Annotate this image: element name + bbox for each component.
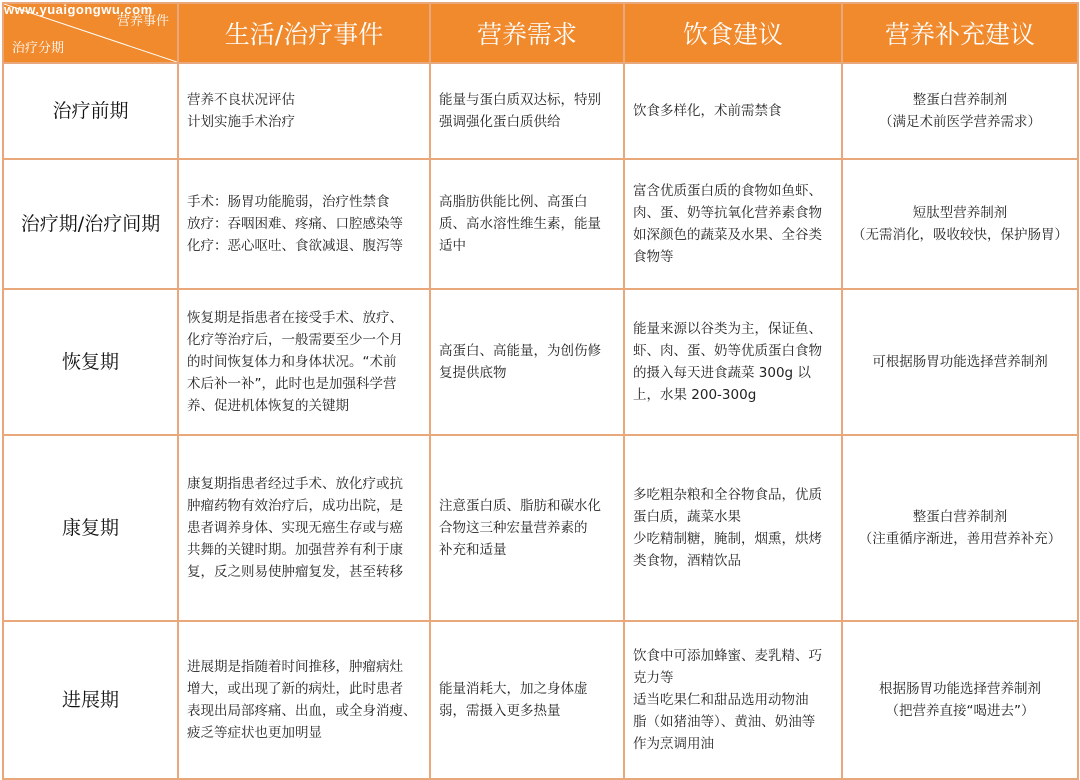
text-line: 放疗：吞咽困难、疼痛、口腔感染等 xyxy=(187,216,403,232)
text-line: 虾、肉、蛋、奶等优质蛋白食物 xyxy=(633,343,822,359)
text-line: 根据肠胃功能选择营养制剂 xyxy=(879,681,1041,697)
diet-cell xyxy=(624,435,842,621)
text-line: 能量与蛋白质双达标，特别 xyxy=(439,92,601,108)
corner-label-event: 营养事件 xyxy=(116,14,169,29)
stage-cell: 康复期 xyxy=(3,435,178,621)
text-line: 蛋白质，蔬菜水果 xyxy=(633,509,741,525)
text-line: 弱，需摄入更多热量 xyxy=(439,703,561,719)
text-line: 整蛋白营养制剂 xyxy=(912,92,1008,108)
text-line: 增大，或出现了新的病灶，此时患者 xyxy=(187,681,403,697)
diet-cell xyxy=(624,159,842,289)
text-line: 的时间恢复体力和身体状况。“术前 xyxy=(187,354,397,370)
column-header-supplement: 营养补充建议 xyxy=(842,3,1078,63)
text-line: 高蛋白、高能量，为创伤修 xyxy=(439,343,601,359)
stage-cell: 治疗期/治疗间期 xyxy=(3,159,178,289)
text-line: 化疗：恶心呕吐、食欲减退、腹泻等 xyxy=(187,238,403,254)
text-line: （注重循序渐进，善用营养补充） xyxy=(858,531,1062,547)
text-line: 可根据肠胃功能选择营养制剂 xyxy=(872,354,1048,370)
table-row xyxy=(3,289,1078,435)
text-line: 少吃精制糖，腌制，烟熏，烘烤 xyxy=(633,531,822,547)
text-line: 食物等 xyxy=(633,249,674,265)
column-header-need: 营养需求 xyxy=(430,3,624,63)
text-line: （把营养直接“喝进去”） xyxy=(885,703,1035,719)
diet-cell xyxy=(624,289,842,435)
corner-label-stage: 治疗分期 xyxy=(12,41,65,56)
text-line: 饮食多样化，术前需禁食 xyxy=(633,103,782,119)
stage-cell: 治疗前期 xyxy=(3,63,178,159)
text-line: 的摄入每天进食蔬菜 300g 以 xyxy=(633,365,811,381)
diet-cell xyxy=(624,621,842,779)
text-line: 手术：肠胃功能脆弱，治疗性禁食 xyxy=(187,194,390,210)
supplement-cell xyxy=(842,63,1078,159)
text-line: 如深颜色的蔬菜及水果、全谷类 xyxy=(633,227,822,243)
nutrition-table xyxy=(2,2,1079,780)
supplement-cell xyxy=(842,435,1078,621)
text-line: 多吃粗杂粮和全谷物食品，优质 xyxy=(633,487,822,503)
text-line: 计划实施手术治疗 xyxy=(187,114,295,130)
text-line: 高脂肪供能比例、高蛋白 xyxy=(439,194,588,210)
text-line: 养、促进机体恢复的关键期 xyxy=(187,398,349,414)
need-cell xyxy=(430,159,624,289)
text-line: 共舞的关键时期。加强营养有利于康 xyxy=(187,542,403,558)
event-cell xyxy=(178,63,430,159)
text-line: 适中 xyxy=(439,238,466,254)
supplement-cell xyxy=(842,159,1078,289)
table-row xyxy=(3,159,1078,289)
text-line: 恢复期是指患者在接受手术、放疗、 xyxy=(187,310,403,326)
text-line: 复，反之则易使肿瘤复发，甚至转移 xyxy=(187,564,403,580)
text-line: 饮食中可添加蜂蜜、麦乳精、巧 xyxy=(633,648,822,664)
table-row xyxy=(3,435,1078,621)
text-line: 患者调养身体、实现无癌生存或与癌 xyxy=(187,520,403,536)
stage-cell: 恢复期 xyxy=(3,289,178,435)
event-cell xyxy=(178,621,430,779)
text-line: 注意蛋白质、脂肪和碳水化 xyxy=(439,498,601,514)
column-header-event: 生活/治疗事件 xyxy=(178,3,430,63)
text-line: 短肽型营养制剂 xyxy=(912,205,1008,221)
supplement-cell xyxy=(842,289,1078,435)
text-line: 肉、蛋、奶等抗氧化营养素食物 xyxy=(633,205,822,221)
text-line: （满足术前医学营养需求） xyxy=(879,114,1041,130)
event-cell xyxy=(178,289,430,435)
text-line: 能量来源以谷类为主，保证鱼、 xyxy=(633,321,822,337)
text-line: 术后补一补”，此时也是加强科学营 xyxy=(187,376,397,392)
event-cell xyxy=(178,435,430,621)
text-line: 适当吃果仁和甜品选用动物油 xyxy=(633,692,809,708)
table-row xyxy=(3,63,1078,159)
text-line: 肿瘤药物有效治疗后，成功出院，是 xyxy=(187,498,403,514)
text-line: 质、高水溶性维生素，能量 xyxy=(439,216,601,232)
text-line: 脂（如猪油等）、黄油、奶油等 xyxy=(633,714,816,730)
text-line: 合物这三种宏量营养素的 xyxy=(439,520,588,536)
text-line: 进展期是指随着时间推移，肿瘤病灶 xyxy=(187,659,403,675)
stage-cell: 进展期 xyxy=(3,621,178,779)
text-line: 类食物，酒精饮品 xyxy=(633,553,741,569)
text-line: 补充和适量 xyxy=(439,542,507,558)
text-line: 强调强化蛋白质供给 xyxy=(439,114,561,130)
column-header-diet: 饮食建议 xyxy=(624,3,842,63)
text-line: 营养不良状况评估 xyxy=(187,92,295,108)
text-line: 整蛋白营养制剂 xyxy=(912,509,1008,525)
supplement-cell xyxy=(842,621,1078,779)
text-line: 克力等 xyxy=(633,670,674,686)
diet-cell xyxy=(624,63,842,159)
text-line: 疲乏等症状也更加明显 xyxy=(187,725,322,741)
event-cell xyxy=(178,159,430,289)
text-line: 表现出局部疼痛、出血，或全身消瘦、 xyxy=(187,703,417,719)
need-cell xyxy=(430,435,624,621)
text-line: 作为烹调用油 xyxy=(633,736,714,752)
text-line: 康复期指患者经过手术、放化疗或抗 xyxy=(187,476,403,492)
text-line: 富含优质蛋白质的食物如鱼虾、 xyxy=(633,183,822,199)
header-row xyxy=(3,3,1078,63)
text-line: 上，水果 200-300g xyxy=(633,387,757,403)
need-cell xyxy=(430,289,624,435)
text-line: 复提供底物 xyxy=(439,365,507,381)
text-line: 能量消耗大，加之身体虚 xyxy=(439,681,588,697)
text-line: （无需消化，吸收较快，保护肠胃） xyxy=(852,227,1068,243)
need-cell xyxy=(430,63,624,159)
watermark-text: www.yuaigongwu.com xyxy=(4,2,153,17)
need-cell xyxy=(430,621,624,779)
table-row xyxy=(3,621,1078,779)
nutrition-table-frame xyxy=(2,2,1077,764)
text-line: 化疗等治疗后，一般需要至少一个月 xyxy=(187,332,403,348)
